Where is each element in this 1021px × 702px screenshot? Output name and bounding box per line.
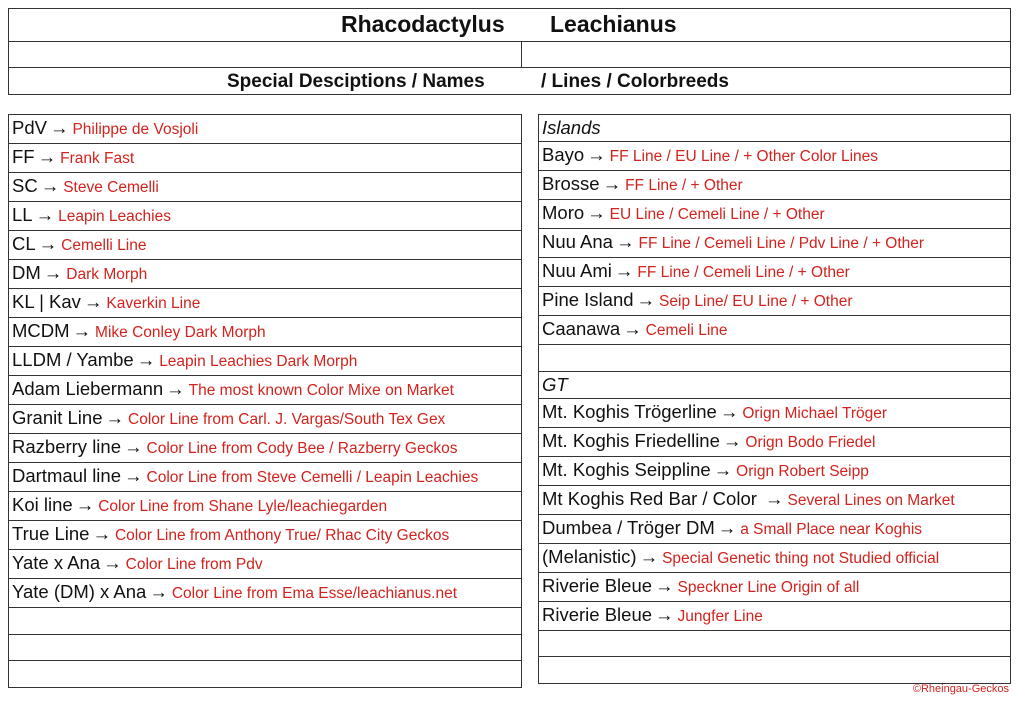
table-row xyxy=(539,371,1011,398)
table-cell xyxy=(9,347,522,376)
entry-description: Color Line from Shane Lyle/leachiegarden xyxy=(98,498,388,515)
entry-description: Cemelli Line xyxy=(61,237,147,254)
table-row xyxy=(9,347,522,376)
table-row xyxy=(539,258,1011,287)
table-row xyxy=(539,427,1011,456)
table-cell xyxy=(539,229,1011,258)
arrow-icon: → xyxy=(37,146,57,167)
title-species: Leachianus xyxy=(550,11,677,37)
table-cell xyxy=(9,463,522,492)
table-row xyxy=(539,456,1011,485)
table-cell xyxy=(539,345,1011,372)
entry-name: Mt. Koghis Trögerline xyxy=(542,400,717,422)
table-cell xyxy=(539,200,1011,229)
table-row xyxy=(539,601,1011,630)
entry-description: Color Line from Steve Cemelli / Leapin Leachies xyxy=(146,469,479,486)
table-cell xyxy=(9,318,522,347)
entry-description: Color Line from Cody Bee / Razberry Geckos xyxy=(146,440,458,457)
entry-description: Several Lines on Market xyxy=(787,491,955,509)
entry-name: KL | Kav xyxy=(12,291,81,312)
table-row xyxy=(539,345,1011,372)
table-cell xyxy=(539,514,1011,543)
arrow-icon: → xyxy=(83,291,103,312)
table-row xyxy=(9,521,522,550)
entry-description: Frank Fast xyxy=(60,150,135,167)
table-cell xyxy=(9,661,522,688)
table-cell xyxy=(539,398,1011,427)
entry-name: SC xyxy=(12,175,38,196)
table-row xyxy=(539,514,1011,543)
entry-name: Adam Liebermann xyxy=(12,378,164,399)
entry-name: LLDM / Yambe xyxy=(12,349,134,370)
entry-name: GT xyxy=(542,373,568,395)
copyright-credit: ©Rheingau-Geckos xyxy=(912,683,1009,695)
arrow-icon: → xyxy=(105,407,124,428)
arrow-icon: → xyxy=(103,552,122,573)
entry-description: Orign Bodo Friedel xyxy=(745,433,876,451)
entry-description: Cemeli Line xyxy=(645,322,728,339)
title-bar xyxy=(8,8,1011,42)
table-row xyxy=(9,115,522,144)
entry-name: Mt. Koghis Seippline xyxy=(542,458,711,480)
table-cell xyxy=(539,630,1011,657)
arrow-icon: → xyxy=(92,523,111,544)
arrow-icon: → xyxy=(719,400,739,422)
table-cell xyxy=(539,258,1011,287)
arrow-icon: → xyxy=(35,204,55,225)
entry-name: Pine Island xyxy=(542,289,634,310)
entry-description: Kaverkin Line xyxy=(106,295,201,312)
table-row xyxy=(539,543,1011,572)
entry-name: (Melanistic) xyxy=(542,545,637,567)
arrow-icon: → xyxy=(615,231,635,252)
arrow-icon: → xyxy=(49,117,69,138)
arrow-icon: → xyxy=(124,465,143,486)
table-cell xyxy=(9,608,522,635)
table-cell xyxy=(9,550,522,579)
entry-name: Brosse xyxy=(542,173,600,194)
table-row xyxy=(539,572,1011,601)
entry-description: Philippe de Vosjoli xyxy=(72,121,199,138)
arrow-icon: → xyxy=(602,173,622,194)
table-row xyxy=(9,661,522,688)
table-row xyxy=(9,144,522,173)
entry-name: Moro xyxy=(542,202,585,223)
arrow-icon: → xyxy=(639,545,659,567)
table-row xyxy=(9,376,522,405)
arrow-icon: → xyxy=(166,378,185,399)
entry-name: Nuu Ami xyxy=(542,260,612,281)
entry-description: FF Line / EU Line / + Other Color Lines xyxy=(609,148,879,165)
entry-description: FF Line / + Other xyxy=(625,177,743,194)
arrow-icon: → xyxy=(587,202,606,223)
table-cell xyxy=(9,260,522,289)
entry-name: Razberry line xyxy=(12,436,121,457)
table-row xyxy=(539,142,1011,171)
table-cell xyxy=(9,289,522,318)
table-cell xyxy=(539,572,1011,601)
entry-name: Granit Line xyxy=(12,407,103,428)
table-row xyxy=(539,171,1011,200)
table-row xyxy=(539,200,1011,229)
table-row xyxy=(539,485,1011,514)
entry-name: Nuu Ana xyxy=(542,231,613,252)
table-cell xyxy=(539,427,1011,456)
entry-name: Riverie Bleue xyxy=(542,574,653,596)
table-cell xyxy=(539,601,1011,630)
lines-table xyxy=(538,114,1011,684)
entry-description: Orign Robert Seipp xyxy=(736,462,869,480)
entry-name: Dartmaul line xyxy=(12,465,121,486)
entry-description: Color Line from Carl. J. Vargas/South Tex Gex xyxy=(128,411,446,428)
entry-name: Yate (DM) x Ana xyxy=(12,581,147,602)
table-cell xyxy=(9,376,522,405)
entry-description: EU Line / Cemeli Line / + Other xyxy=(609,206,825,223)
entry-name: Koi line xyxy=(12,494,73,515)
names-table xyxy=(8,114,522,688)
table-cell xyxy=(9,521,522,550)
entry-name: Bayo xyxy=(542,144,585,165)
table-row xyxy=(539,316,1011,345)
table-row xyxy=(9,434,522,463)
table-cell xyxy=(9,173,522,202)
table-row xyxy=(9,634,522,661)
arrow-icon: → xyxy=(765,487,784,509)
table-cell xyxy=(539,371,1011,398)
entry-description: Steve Cemelli xyxy=(63,179,159,196)
table-row xyxy=(539,398,1011,427)
arrow-icon: → xyxy=(43,262,63,283)
table-cell xyxy=(539,115,1011,142)
table-cell xyxy=(539,142,1011,171)
table-cell xyxy=(9,492,522,521)
entry-description: a Small Place near Koghis xyxy=(740,520,923,538)
table-row xyxy=(539,287,1011,316)
arrow-icon: → xyxy=(136,349,156,370)
entry-name: CL xyxy=(12,233,36,254)
empty-header-row xyxy=(8,41,1011,68)
table-cell xyxy=(9,434,522,463)
entry-name: Riverie Bleue xyxy=(542,603,653,625)
entry-description: The most known Color Mixe on Market xyxy=(188,382,454,399)
title-genus: Rhacodactylus xyxy=(341,11,505,37)
table-cell xyxy=(539,543,1011,572)
table-row xyxy=(9,173,522,202)
entry-description: Color Line from Anthony True/ Rhac City Geckos xyxy=(114,527,450,544)
table-row xyxy=(9,289,522,318)
subtitle-bar xyxy=(8,67,1011,95)
entry-name: PdV xyxy=(12,117,47,138)
entry-description: Speckner Line Origin of all xyxy=(677,578,860,596)
arrow-icon: → xyxy=(72,320,92,341)
arrow-icon: → xyxy=(713,458,733,480)
entry-name: True Line xyxy=(12,523,90,544)
entry-name: LL xyxy=(12,204,33,225)
table-cell xyxy=(9,231,522,260)
table-cell xyxy=(539,485,1011,514)
table-row xyxy=(9,492,522,521)
entry-name: Caanawa xyxy=(542,318,621,339)
entry-description: FF Line / Cemeli Line / + Other xyxy=(637,264,850,281)
table-cell xyxy=(9,144,522,173)
entry-name: DM xyxy=(12,262,41,283)
entry-description: Leapin Leachies Dark Morph xyxy=(159,353,358,370)
table-cell xyxy=(539,657,1011,684)
table-cell xyxy=(9,115,522,144)
arrow-icon: → xyxy=(75,494,95,515)
column-divider xyxy=(521,42,522,67)
arrow-icon: → xyxy=(722,429,742,451)
entry-description: Seip Line/ EU Line / + Other xyxy=(659,293,853,310)
table-cell xyxy=(9,405,522,434)
table-row xyxy=(9,550,522,579)
table-row xyxy=(9,608,522,635)
entry-description: Special Genetic thing not Studied official xyxy=(662,549,940,567)
entry-description: Jungfer Line xyxy=(677,607,763,625)
table-cell xyxy=(539,316,1011,345)
entry-description: Mike Conley Dark Morph xyxy=(95,324,266,341)
table-row xyxy=(9,260,522,289)
arrow-icon: → xyxy=(40,175,60,196)
entry-name: MCDM xyxy=(12,320,70,341)
subtitle-right: / Lines / Colorbreeds xyxy=(541,71,729,92)
entry-description: Leapin Leachies xyxy=(58,208,171,225)
table-cell xyxy=(9,579,522,608)
table-row xyxy=(9,202,522,231)
entry-description: Orign Michael Tröger xyxy=(742,404,888,422)
table-row xyxy=(539,630,1011,657)
table-cell xyxy=(539,456,1011,485)
table-row xyxy=(9,405,522,434)
table-row xyxy=(9,231,522,260)
entry-name: Islands xyxy=(542,117,601,138)
table-row xyxy=(539,229,1011,258)
arrow-icon: → xyxy=(623,318,642,339)
entry-name: Mt. Koghis Friedelline xyxy=(542,429,720,451)
table-row xyxy=(9,318,522,347)
arrow-icon: → xyxy=(717,516,737,538)
arrow-icon: → xyxy=(587,144,606,165)
arrow-icon: → xyxy=(38,233,58,254)
table-row xyxy=(539,657,1011,684)
entry-description: Color Line from Ema Esse/leachianus.net xyxy=(171,585,458,602)
entry-name: FF xyxy=(12,146,35,167)
subtitle-left: Special Desciptions / Names xyxy=(227,71,485,92)
arrow-icon: → xyxy=(655,574,674,596)
entry-name: Mt Koghis Red Bar / Color xyxy=(542,487,763,509)
table-row xyxy=(9,579,522,608)
entry-description: Color Line from Pdv xyxy=(125,556,263,573)
table-cell xyxy=(539,287,1011,316)
arrow-icon: → xyxy=(149,581,168,602)
entry-name: Yate x Ana xyxy=(12,552,101,573)
entry-description: Dark Morph xyxy=(66,266,148,283)
entry-name: Dumbea / Tröger DM xyxy=(542,516,715,538)
arrow-icon: → xyxy=(124,436,143,457)
arrow-icon: → xyxy=(614,260,634,281)
table-row xyxy=(9,463,522,492)
table-cell xyxy=(9,634,522,661)
entry-description: FF Line / Cemeli Line / Pdv Line / + Other xyxy=(638,235,925,252)
arrow-icon: → xyxy=(655,603,674,625)
table-cell xyxy=(9,202,522,231)
arrow-icon: → xyxy=(636,289,656,310)
table-row xyxy=(539,115,1011,142)
table-cell xyxy=(539,171,1011,200)
